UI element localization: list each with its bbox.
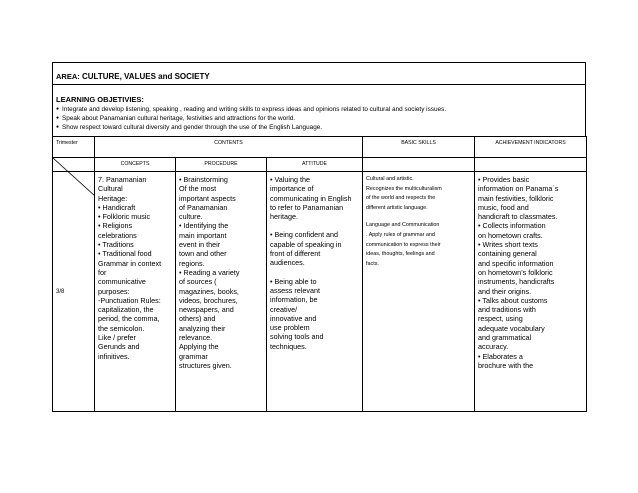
bullet-icon: ● bbox=[56, 106, 60, 112]
text-line: structures given. bbox=[179, 360, 232, 370]
text-line: videos, brochures, bbox=[179, 295, 238, 305]
text-line: assess relevant bbox=[270, 285, 320, 295]
basic-skills-text bbox=[363, 172, 474, 269]
area-value: CULTURE, VALUES and SOCIETY bbox=[81, 72, 210, 81]
text-line: brochure with the bbox=[478, 360, 534, 370]
achievement-cell bbox=[475, 172, 587, 412]
concepts-cell bbox=[95, 172, 176, 412]
attitude-block bbox=[270, 277, 359, 351]
skills-block bbox=[366, 175, 471, 213]
diagonal-line bbox=[53, 158, 95, 196]
text-line: • Reading a variety bbox=[179, 267, 240, 277]
procedure-text bbox=[176, 172, 266, 370]
text-line: • Being confident and bbox=[270, 230, 339, 240]
text-line: • Handicraft bbox=[98, 202, 136, 212]
text-line: Cultural bbox=[98, 184, 123, 194]
text-line: Applying the bbox=[179, 342, 219, 352]
skills-block bbox=[366, 221, 471, 269]
text-line: analyzing their bbox=[179, 323, 226, 333]
text-line: Of the most bbox=[179, 184, 217, 194]
concepts-text bbox=[95, 172, 175, 361]
text-line: main festivities, folkloric bbox=[478, 193, 554, 203]
trimester-header: Trimester bbox=[53, 137, 95, 158]
text-line: information, be bbox=[270, 295, 318, 305]
text-line: Heritage: bbox=[98, 193, 128, 203]
text-line: event in their bbox=[179, 240, 221, 250]
attitude-block bbox=[270, 175, 359, 221]
trimester-value: 3/8 bbox=[53, 172, 95, 412]
text-line: communicative bbox=[98, 277, 146, 287]
attitude-block bbox=[270, 230, 359, 267]
lesson-plan-document bbox=[52, 62, 586, 412]
learning-objectives-section bbox=[52, 84, 586, 136]
text-line: and their origins. bbox=[478, 286, 532, 296]
bullet-icon: ● bbox=[56, 115, 60, 121]
text-line: newspapers, and bbox=[179, 305, 234, 315]
contents-header: CONTENTS bbox=[95, 137, 363, 158]
objective-text: Show respect toward cultural diversity and gender through the use of the English Language. bbox=[62, 124, 323, 131]
diagonal-cell bbox=[53, 158, 95, 172]
text-line: • Traditional food bbox=[98, 249, 152, 259]
learning-objectives-title: LEARNING OBJETIVIES: bbox=[56, 95, 144, 104]
text-line: information on Panama´s bbox=[478, 184, 559, 194]
achievement-indicators-header: ACHIEVEMENT INDICATORS bbox=[475, 137, 587, 158]
objective-item bbox=[56, 105, 582, 114]
text-line: accuracy. bbox=[478, 342, 509, 352]
empty-cell bbox=[363, 158, 475, 172]
text-line: Gerunds and bbox=[98, 342, 140, 352]
basic-skills-header: BASIC SKILLS bbox=[363, 137, 475, 158]
basic-skills-cell bbox=[363, 172, 475, 412]
attitude-text bbox=[267, 172, 362, 351]
text-line: infinitives. bbox=[98, 351, 130, 361]
text-line: on hometown’s folkloric bbox=[478, 267, 553, 277]
text-line: capitalization, the bbox=[98, 305, 154, 315]
text-line: creative/ bbox=[270, 304, 298, 314]
text-line: relevance. bbox=[179, 333, 213, 343]
text-line: use problem bbox=[270, 323, 310, 333]
attitude-header: ATTITUDE bbox=[267, 158, 363, 172]
curriculum-table bbox=[52, 136, 587, 412]
text-line: magazines, books, bbox=[179, 286, 239, 296]
text-line: techniques. bbox=[270, 341, 307, 351]
text-line: front of different bbox=[270, 249, 321, 259]
objective-text: Speak about Panamanian cultural heritage, festivities and attractions for the world. bbox=[62, 115, 296, 122]
text-line: celebrations bbox=[98, 230, 137, 240]
text-line: respect, using bbox=[478, 314, 523, 324]
text-line: of Panamanian bbox=[179, 202, 228, 212]
text-line: innovative and bbox=[270, 313, 317, 323]
text-line: purposes: bbox=[98, 286, 130, 296]
attitude-cell bbox=[267, 172, 363, 412]
text-line: grammar bbox=[179, 351, 208, 361]
objective-item bbox=[56, 123, 582, 132]
text-line: important aspects bbox=[179, 193, 236, 203]
text-line: importance of bbox=[270, 184, 314, 194]
text-line: . Apply rules of grammar and bbox=[366, 231, 435, 238]
text-line: culture. bbox=[179, 212, 203, 222]
text-line: • Valuing the bbox=[270, 175, 310, 184]
objective-item bbox=[56, 114, 582, 123]
text-line: and specific information bbox=[478, 258, 554, 268]
text-line: • Writes short texts bbox=[478, 240, 538, 250]
text-line: • Religions bbox=[98, 221, 133, 231]
text-line: of the world and respects the bbox=[366, 195, 436, 202]
text-line: audiences. bbox=[270, 258, 305, 268]
text-line: • Brainstorming bbox=[179, 175, 228, 184]
text-line: facts. bbox=[366, 260, 379, 267]
empty-cell bbox=[475, 158, 587, 172]
text-line: period, the comma, bbox=[98, 314, 160, 324]
area-label: AREA: bbox=[56, 72, 80, 81]
table-row bbox=[53, 172, 587, 412]
text-line: Recognizes the multiculturalism bbox=[366, 185, 442, 192]
text-line: others) and bbox=[179, 314, 216, 324]
text-line: for bbox=[98, 267, 107, 277]
text-line: • Identifying the bbox=[179, 221, 229, 231]
objectives-list bbox=[56, 105, 582, 132]
text-line: main important bbox=[179, 230, 227, 240]
text-line: solving tools and bbox=[270, 332, 324, 342]
text-line: adequate vocabulary bbox=[478, 323, 545, 333]
text-line: • Folkloric music bbox=[98, 212, 151, 222]
text-line: and grammatical bbox=[478, 333, 532, 343]
procedure-cell bbox=[176, 172, 267, 412]
text-line: instruments, handicrafts bbox=[478, 277, 555, 287]
text-line: handicraft to classmates. bbox=[478, 212, 558, 222]
objective-text: Integrate and develop listening, speaking , reading and writing skills to express ideas and opinions related to cultural and society issues. bbox=[62, 106, 447, 113]
text-line: containing general bbox=[478, 249, 537, 259]
text-line: regions. bbox=[179, 258, 205, 268]
text-line: 7. Panamanian bbox=[98, 175, 147, 184]
text-line: music, food and bbox=[478, 202, 529, 212]
text-line: to refer to Panamanian bbox=[270, 202, 344, 212]
text-line: town and other bbox=[179, 249, 227, 259]
text-line: • Collects information bbox=[478, 221, 546, 231]
text-line: on hometown crafts. bbox=[478, 230, 543, 240]
area-row bbox=[52, 62, 586, 84]
text-line: and traditions with bbox=[478, 305, 536, 315]
text-line: capable of speaking in bbox=[270, 239, 342, 249]
table-header-row bbox=[53, 137, 587, 158]
text-line: of sources ( bbox=[179, 277, 217, 287]
text-line: • Traditions bbox=[98, 240, 134, 250]
text-line: different artistic language. bbox=[366, 204, 428, 211]
table-subheader-row bbox=[53, 158, 587, 172]
text-line: Cultural and artistic. bbox=[366, 176, 414, 182]
text-line: communicating in English bbox=[270, 193, 352, 203]
text-line: ideas, thoughts, feelings and bbox=[366, 251, 435, 258]
text-line: Language and Communication bbox=[366, 222, 440, 229]
bullet-icon: ● bbox=[56, 124, 60, 130]
concepts-header: CONCEPTS bbox=[95, 158, 176, 172]
text-line: communication to express their bbox=[366, 241, 441, 248]
achievement-text bbox=[475, 172, 586, 370]
text-line: • Being able to bbox=[270, 276, 317, 286]
text-line: • Provides basic bbox=[478, 175, 530, 184]
text-line: • Talks about customs bbox=[478, 295, 548, 305]
text-line: -Punctuation Rules: bbox=[98, 295, 161, 305]
procedure-header: PROCEDURE bbox=[176, 158, 267, 172]
text-line: heritage. bbox=[270, 212, 298, 222]
text-line: • Elaborates a bbox=[478, 351, 523, 361]
text-line: the semicolon. bbox=[98, 323, 145, 333]
text-line: Grammar in context bbox=[98, 258, 162, 268]
text-line: Like / prefer bbox=[98, 333, 136, 343]
